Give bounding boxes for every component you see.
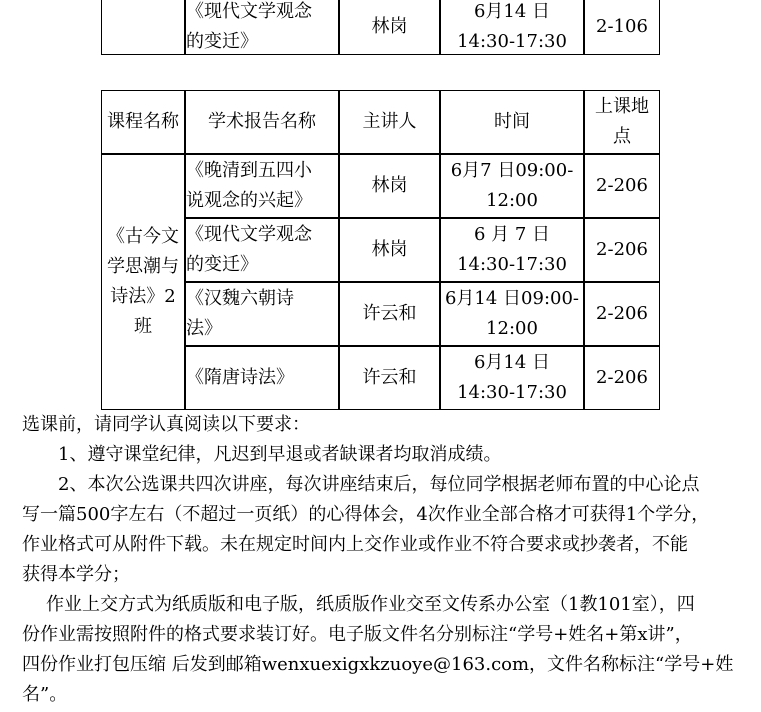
top-place: 2-106 (596, 15, 648, 37)
course-name-cell (101, 154, 185, 410)
notes-item-3-line3: 四份作业打包压缩 后发到邮箱wenxuexigxkzuoye@163.com，文件名称标注“学号+姓 (22, 654, 734, 675)
top-time-line1: 6月14 日 (473, 0, 551, 22)
table-row-3-report: 《汉魏六朝诗 法》 (185, 282, 339, 346)
header-report: 学术报告名称 (185, 90, 339, 154)
table-row-4-speaker: 许云和 (339, 346, 440, 410)
top-report-cell (185, 0, 339, 55)
table-row-2-speaker: 林岗 (339, 218, 440, 282)
top-time-cell (440, 0, 584, 55)
table-row-3-speaker: 许云和 (339, 282, 440, 346)
header-time: 时间 (440, 90, 584, 154)
top-speaker-cell (339, 0, 440, 55)
top-course-cell (101, 0, 185, 55)
notes-item-1: 1、遵守课堂纪律，凡迟到早退或者缺课者均取消成绩。 (58, 444, 502, 465)
notes-item-2-line1: 2、本次公选课共四次讲座，每次讲座结束后，每位同学根据老师布置的中心论点 (58, 474, 700, 495)
notes-item-3-line1: 作业上交方式为纸质版和电子版，纸质版作业交至文传系办公室（1教101室），四 (46, 594, 695, 615)
top-report-line2: 的变迁》 (186, 30, 258, 52)
course-line3: 诗法》2 (110, 286, 176, 307)
course-line4: 班 (134, 316, 152, 337)
top-report-line1: 《现代文学观念 (186, 0, 312, 22)
notes-item-2-line2: 写一篇500字左右（不超过一页纸）的心得体会，4次作业全部合格才可获得1个学分， (22, 504, 710, 525)
table-row-3-time: 6月14 日09:00- 12:00 (440, 282, 584, 346)
table-row-4-report: 《隋唐诗法》 (185, 346, 339, 410)
table-row-2-place: 2-206 (584, 218, 660, 282)
course-line1: 《古今文 (107, 226, 179, 247)
table-row-1-time: 6月7 日09:00- 12:00 (440, 154, 584, 218)
notes-item-2-line3: 作业格式可从附件下载。未在规定时间内上交作业或作业不符合要求或抄袭者，不能 (22, 534, 688, 555)
header-course: 课程名称 (101, 90, 185, 154)
header-speaker: 主讲人 (339, 90, 440, 154)
top-place-cell (584, 0, 660, 55)
notes-item-2-line4: 获得本学分； (22, 564, 130, 585)
notes-intro: 选课前，请同学认真阅读以下要求： (22, 414, 310, 435)
notes-item-3-line2: 份作业需按照附件的格式要求装订好。电子版文件名分别标注“学号+姓名+第x讲”， (22, 624, 693, 645)
table-row-2-report: 《现代文学观念 的变迁》 (185, 218, 339, 282)
course-line2: 学思潮与 (107, 256, 179, 277)
table-row-3-place: 2-206 (584, 282, 660, 346)
table-row-4-time: 6月14 日 14:30-17:30 (440, 346, 584, 410)
notes-item-3-line4: 名”。 (22, 684, 68, 705)
table-row-2-time: 6 月 7 日 14:30-17:30 (440, 218, 584, 282)
table-row-1-speaker: 林岗 (339, 154, 440, 218)
table-row-4-place: 2-206 (584, 346, 660, 410)
header-place: 上课地 点 (584, 90, 660, 154)
top-speaker: 林岗 (371, 15, 408, 37)
top-time-line2: 14:30-17:30 (457, 30, 567, 52)
table-row-1-report: 《晚清到五四小 说观念的兴起》 (185, 154, 339, 218)
table-row-1-place: 2-206 (584, 154, 660, 218)
